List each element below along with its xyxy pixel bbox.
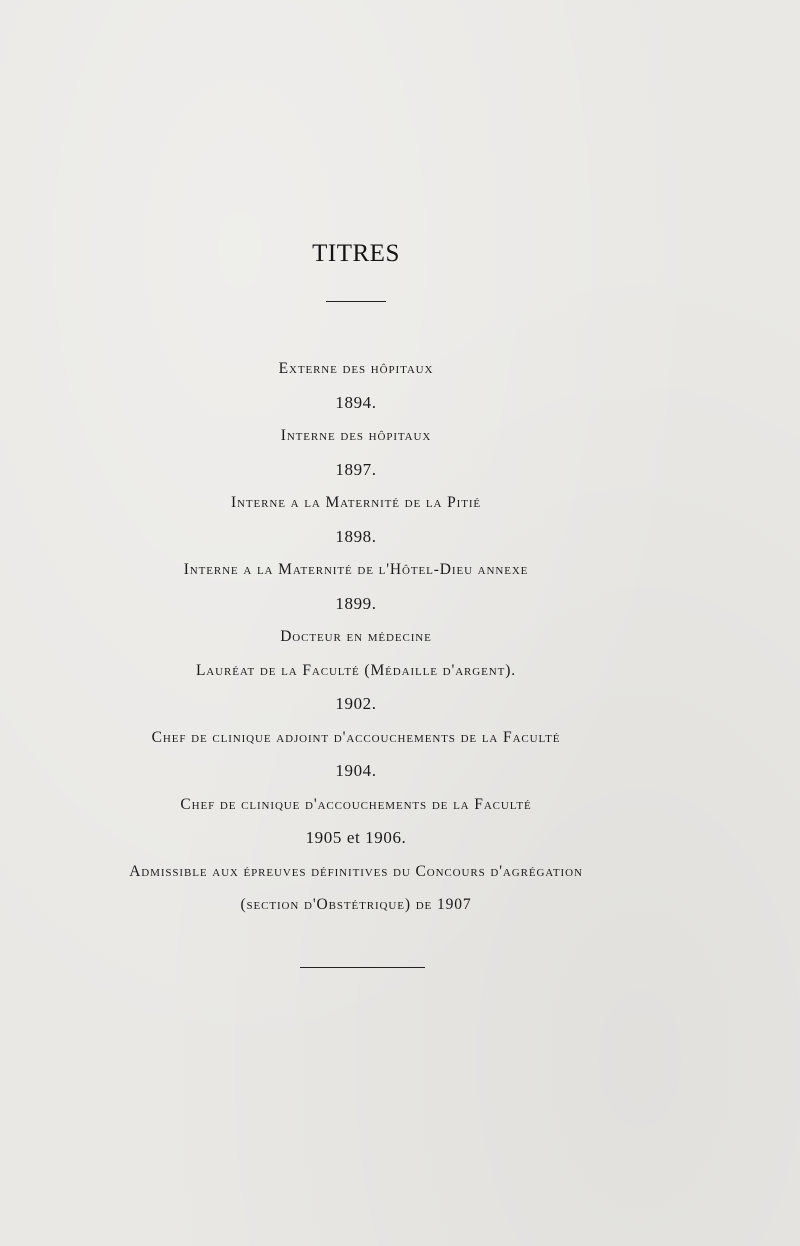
entry-interne bbox=[0, 419, 712, 486]
entry-text: Interne a la Maternité de l'Hôtel-Dieu annexe bbox=[183, 561, 529, 578]
entry-interne-pitie bbox=[0, 486, 712, 553]
entry-admissible bbox=[0, 855, 712, 922]
entry-text: Chef de clinique adjoint d'accouchements de la Faculté bbox=[151, 728, 561, 746]
entry-date: 1904. bbox=[335, 761, 377, 780]
entry-date: 1897. bbox=[335, 459, 377, 479]
entry-text: Chef de clinique d'accouchements de la Faculté bbox=[180, 795, 532, 813]
entry-externe bbox=[0, 352, 712, 419]
page-title: TITRES bbox=[312, 240, 400, 267]
entry-text: (section d'Obstétrique) de 1907 bbox=[240, 896, 472, 913]
entry-text: Interne a la Maternité de la Pitié bbox=[230, 494, 482, 511]
title-divider bbox=[326, 301, 386, 302]
entry-date: 1905 et 1906. bbox=[305, 828, 407, 847]
entry-date: 1894. bbox=[335, 392, 377, 412]
entry-date: 1898. bbox=[335, 526, 377, 546]
entry-date: 1899. bbox=[335, 593, 377, 613]
closing-divider bbox=[300, 967, 425, 968]
entry-date: 1902. bbox=[335, 694, 377, 713]
entry-docteur bbox=[0, 620, 712, 721]
entry-text: Externe des hôpitaux bbox=[278, 360, 434, 377]
entry-chef-clinique bbox=[0, 788, 712, 855]
titles-list bbox=[0, 352, 712, 922]
entry-interne-hotel-dieu bbox=[0, 553, 712, 620]
entry-chef-adjoint bbox=[0, 721, 712, 788]
entry-text: Admissible aux épreuves définitives du Concours d'agrégation bbox=[129, 862, 583, 880]
entry-text: Docteur en médecine bbox=[280, 628, 432, 645]
entry-text: Lauréat de la Faculté (Médaille d'argent). bbox=[195, 661, 517, 679]
entry-text: Interne des hôpitaux bbox=[280, 427, 432, 444]
